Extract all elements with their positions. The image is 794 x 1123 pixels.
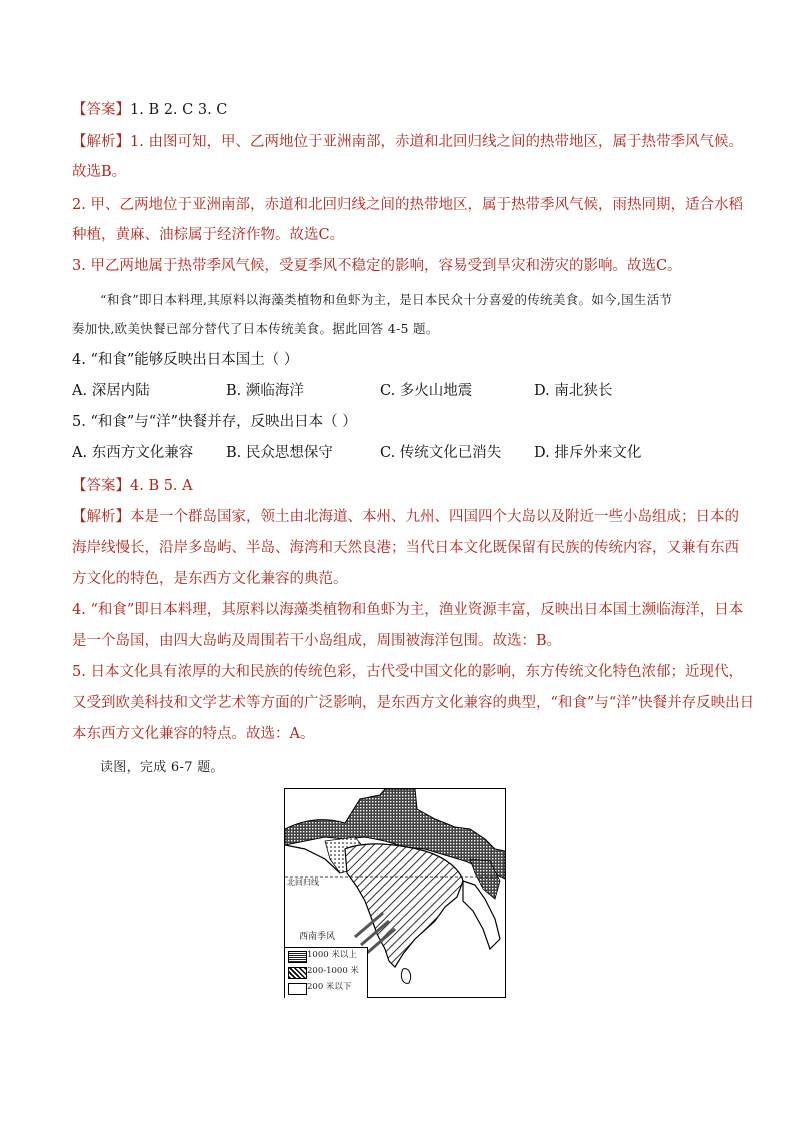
question-5-option-b[interactable]: B. 民众思想保守 [226, 445, 333, 461]
analysis-2-line-2: 种植，黄麻、油棕属于经济作物。故选C。 [72, 227, 345, 243]
analysis-4-line-3: 方文化的特色，是东西方文化兼容的典范。 [72, 571, 348, 587]
analysis-tag: 【解析】 [72, 134, 130, 150]
analysis-4-line-2: 海岸线慢长，沿岸多岛屿、半岛、海湾和天然良港；当代日本文化既保留有民族的传统内容，又兼有东西 [72, 540, 739, 556]
answer-text-2: 4. B 5. A [130, 478, 193, 494]
legend-swatch-mid [288, 967, 307, 979]
answer-line-1 [72, 100, 722, 120]
legend-swatch-low [288, 983, 307, 995]
analysis-4-line-1 [72, 507, 739, 527]
analysis-6-line-1: 5. 日本文化具有浓厚的大和民族的传统色彩，古代受中国文化的影响，东方传统文化特色浓郁；近现代， [72, 664, 743, 680]
question-5-option-a[interactable]: A. 东西方文化兼容 [72, 445, 194, 461]
question-5-option-d[interactable]: D. 排斥外来文化 [534, 445, 642, 461]
tropic-label: 北回归线 [287, 878, 319, 887]
question-4-stem: 4. “和食”能够反映出日本国土（ ） [72, 352, 299, 368]
analysis-6-line-3: 本东西方文化兼容的特点。故选：A。 [72, 726, 315, 742]
question-5-option-c[interactable]: C. 传统文化已消失 [380, 445, 502, 461]
analysis-3-line-1: 3. 甲乙两地属于热带季风气候，受夏季风不稳定的影响，容易受到旱灾和涝灾的影响。故选C。 [72, 258, 682, 274]
analysis-6-line-2: 又受到欧美科技和文学艺术等方面的广泛影响，是东西方文化兼容的典型，“和食”与“洋”快餐并存反映出日 [72, 695, 755, 711]
question-4-option-d[interactable]: D. 南北狭长 [534, 383, 613, 399]
analysis-1-line-1 [72, 132, 743, 152]
read-map-instruction: 读图，完成 6-7 题。 [100, 760, 224, 775]
map-legend [285, 947, 368, 998]
question-5-stem: 5. “和食”与“洋”快餐并存，反映出日本（ ） [72, 414, 357, 430]
question-4-option-c[interactable]: C. 多火山地震 [380, 383, 473, 399]
analysis-5-line-2: 是一个岛国，由四大岛屿及周围若干小岛组成，周围被海洋包围。故选：B。 [72, 633, 562, 649]
analysis-5-line-1: 4. “和食”即日本料理，其原料以海藻类植物和鱼虾为主，渔业资源丰富，反映出日本国土濒临海洋，日本 [72, 602, 744, 618]
analysis-tag-2: 【解析】 [72, 509, 130, 525]
answer-tag: 【答案】 [72, 102, 130, 118]
question-4-option-b[interactable]: B. 濒临海洋 [226, 383, 304, 399]
analysis-text: 1. 由图可知，甲、乙两地位于亚洲南部，赤道和北回归线之间的热带地区，属于热带季风气候。 [130, 134, 743, 150]
answer-text: 1. B 2. C 3. C [130, 102, 228, 118]
south-asia-map [284, 788, 506, 998]
legend-label-low: 200 米以下 [307, 982, 352, 992]
passage-line-2: 奏加快,欧美快餐已部分替代了日本传统美食。据此回答 4-5 题。 [72, 321, 439, 336]
answer-tag-2: 【答案】 [72, 478, 130, 494]
legend-swatch-high [288, 951, 307, 963]
legend-label-high: 1000 米以上 [307, 950, 357, 960]
analysis-1-line-2: 故选B。 [72, 164, 127, 180]
legend-label-mid: 200-1000 米 [307, 966, 359, 976]
question-4-option-a[interactable]: A. 深居内陆 [72, 383, 150, 399]
answer-line-2 [72, 476, 722, 496]
analysis-2-line-1: 2. 甲、乙两地位于亚洲南部，赤道和北回归线之间的热带地区，属于热带季风气候，雨热同期，适合水稻 [72, 197, 743, 213]
passage-line-1: “和食”即日本料理,其原料以海藻类植物和鱼虾为主，是日本民众十分喜爱的传统美食。如今,国生活节 [100, 292, 673, 307]
monsoon-label: 西南季风 [299, 932, 336, 942]
analysis-text-2: 本是一个群岛国家，领土由北海道、本州、九州、四国四个大岛以及附近一些小岛组成；日本的 [130, 509, 739, 525]
island [401, 969, 410, 984]
